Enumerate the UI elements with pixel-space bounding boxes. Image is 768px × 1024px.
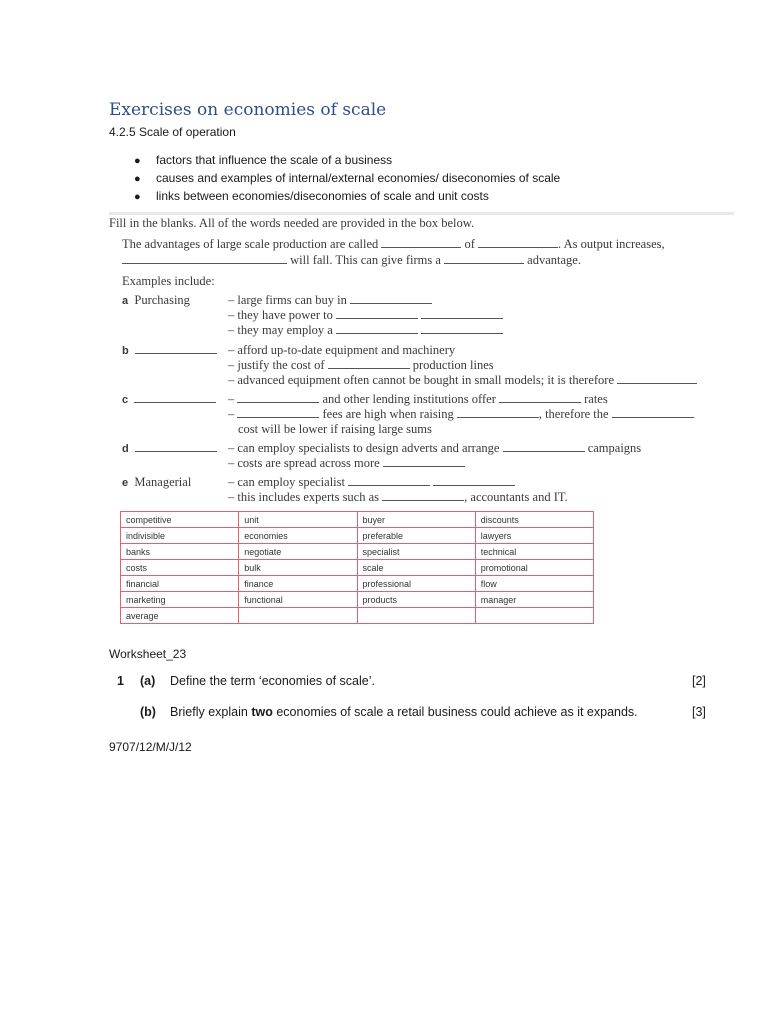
line-text: – advanced equipment often cannot be bought in small models; it is therefore [228, 373, 615, 387]
example-line [228, 407, 694, 422]
example-line [228, 358, 494, 373]
line-text: – justify the cost of [228, 358, 325, 372]
example-letter: c [122, 394, 129, 406]
table-cell: banks [121, 544, 239, 560]
table-cell: specialist [357, 544, 475, 560]
question-a-marks: [2] [692, 674, 706, 688]
table-cell [239, 608, 357, 624]
bullet-item [134, 169, 560, 187]
intro-text: The advantages of large scale production are called [122, 237, 379, 251]
table-cell: professional [357, 576, 475, 592]
examples-heading: Examples include: [122, 274, 215, 288]
example-d-label [122, 441, 217, 456]
table-row [121, 608, 594, 624]
table-cell: scale [357, 560, 475, 576]
table-cell: products [357, 592, 475, 608]
intro-text: of [464, 237, 475, 251]
bullet-icon: ● [134, 173, 141, 185]
example-letter: e [122, 477, 129, 489]
word-box-table [120, 511, 594, 624]
bullet-text: links between economies/diseconomies of scale and unit costs [156, 189, 489, 203]
example-line [228, 373, 697, 388]
table-cell [475, 608, 593, 624]
table-row [121, 592, 594, 608]
line-text: fees are high when raising [322, 407, 454, 421]
table-cell: promotional [475, 560, 593, 576]
blank-line [421, 324, 503, 334]
blank-line [457, 408, 539, 418]
line-text: – costs are spread across more [228, 456, 380, 470]
blank-line [135, 344, 217, 354]
line-text: – [228, 392, 235, 406]
blank-line [237, 393, 319, 403]
example-line: cost will be lower if raising large sums [238, 422, 432, 436]
table-cell: marketing [121, 592, 239, 608]
bullet-text: factors that influence the scale of a business [156, 153, 393, 167]
table-cell: economies [239, 528, 357, 544]
page-title: Exercises on economies of scale [109, 100, 387, 120]
blank-line [135, 442, 217, 452]
line-text: – they have power to [228, 308, 333, 322]
example-line [228, 490, 568, 505]
question-b-letter: (b) [140, 705, 156, 719]
blank-line [617, 374, 697, 384]
table-cell: functional [239, 592, 357, 608]
line-text: – can employ specialist [228, 475, 345, 489]
example-letter: b [122, 345, 129, 357]
example-line [228, 323, 503, 338]
line-text: – can employ specialists to design adverts and arrange [228, 441, 500, 455]
blank-line [381, 238, 461, 248]
table-cell: manager [475, 592, 593, 608]
question-text: Briefly explain [170, 705, 248, 719]
bullet-icon: ● [134, 191, 141, 203]
line-text: , therefore the [538, 407, 609, 421]
table-cell: discounts [475, 512, 593, 528]
table-cell: negotiate [239, 544, 357, 560]
table-cell: unit [239, 512, 357, 528]
line-text: – large firms can buy in [228, 293, 347, 307]
intro-line-2 [122, 253, 581, 268]
section-divider [109, 212, 734, 215]
table-cell: flow [475, 576, 593, 592]
blank-line [134, 393, 216, 403]
question-number: 1 [117, 674, 124, 688]
question-b-text [170, 705, 638, 719]
blank-line [383, 457, 465, 467]
blank-line [336, 309, 418, 319]
example-line [228, 392, 608, 407]
table-cell: competitive [121, 512, 239, 528]
section-subtitle: 4.2.5 Scale of operation [109, 125, 236, 139]
table-cell: average [121, 608, 239, 624]
table-row [121, 560, 594, 576]
intro-text: will fall. This can give firms a [290, 253, 441, 267]
table-cell: finance [239, 576, 357, 592]
line-text: – [228, 407, 235, 421]
table-cell: preferable [357, 528, 475, 544]
blank-line [336, 324, 418, 334]
example-name: Purchasing [134, 293, 190, 307]
blank-line [348, 476, 430, 486]
table-row [121, 576, 594, 592]
table-cell: technical [475, 544, 593, 560]
blank-line [499, 393, 581, 403]
example-name: Managerial [134, 475, 192, 489]
blank-line [503, 442, 585, 452]
blank-line [421, 309, 503, 319]
question-b-marks: [3] [692, 705, 706, 719]
example-letter: d [122, 443, 129, 455]
blank-line [478, 238, 558, 248]
intro-text: advantage. [527, 253, 581, 267]
table-row [121, 512, 594, 528]
example-line [228, 308, 503, 323]
table-cell: buyer [357, 512, 475, 528]
line-text: campaigns [587, 441, 642, 455]
example-line: – afford up-to-date equipment and machinery [228, 343, 456, 357]
bullet-item [134, 187, 560, 205]
question-emphasis: two [251, 705, 273, 719]
line-text: – this includes experts such as [228, 490, 380, 504]
line-text: – they may employ a [228, 323, 333, 337]
blank-line [382, 491, 464, 501]
blank-line [444, 254, 524, 264]
table-cell: lawyers [475, 528, 593, 544]
table-cell: bulk [239, 560, 357, 576]
example-line [228, 456, 465, 471]
blank-line [122, 254, 287, 264]
question-text: economies of scale a retail business could achieve as it expands. [276, 705, 638, 719]
blank-line [328, 359, 410, 369]
table-row [121, 528, 594, 544]
intro-text: . As output increases, [558, 237, 665, 251]
table-cell [357, 608, 475, 624]
bullet-icon: ● [134, 155, 141, 167]
intro-line-1 [122, 237, 665, 252]
blank-line [237, 408, 319, 418]
example-line [228, 441, 641, 456]
question-a-letter: (a) [140, 674, 156, 688]
example-e-label [122, 475, 191, 490]
line-text: rates [584, 392, 608, 406]
example-b-label [122, 343, 217, 358]
blank-line [433, 476, 515, 486]
exercise-instruction: Fill in the blanks. All of the words needed are provided in the box below. [109, 216, 475, 230]
table-row [121, 544, 594, 560]
line-text: , accountants and IT. [464, 490, 568, 504]
example-letter: a [122, 295, 129, 307]
blank-line [612, 408, 694, 418]
example-line [228, 475, 515, 490]
table-cell: financial [121, 576, 239, 592]
table-cell: costs [121, 560, 239, 576]
example-a-label [122, 293, 190, 308]
example-line [228, 293, 432, 308]
example-c-label [122, 392, 216, 407]
bullet-list [134, 151, 560, 205]
bullet-item [134, 151, 560, 169]
question-a-text: Define the term ‘economies of scale’. [170, 674, 375, 688]
line-text: production lines [412, 358, 494, 372]
line-text: and other lending institutions offer [322, 392, 496, 406]
worksheet-label: Worksheet_23 [109, 647, 187, 661]
blank-line [350, 294, 432, 304]
paper-code: 9707/12/M/J/12 [109, 740, 192, 754]
bullet-text: causes and examples of internal/external economies/ diseconomies of scale [156, 171, 561, 185]
table-cell: indivisible [121, 528, 239, 544]
